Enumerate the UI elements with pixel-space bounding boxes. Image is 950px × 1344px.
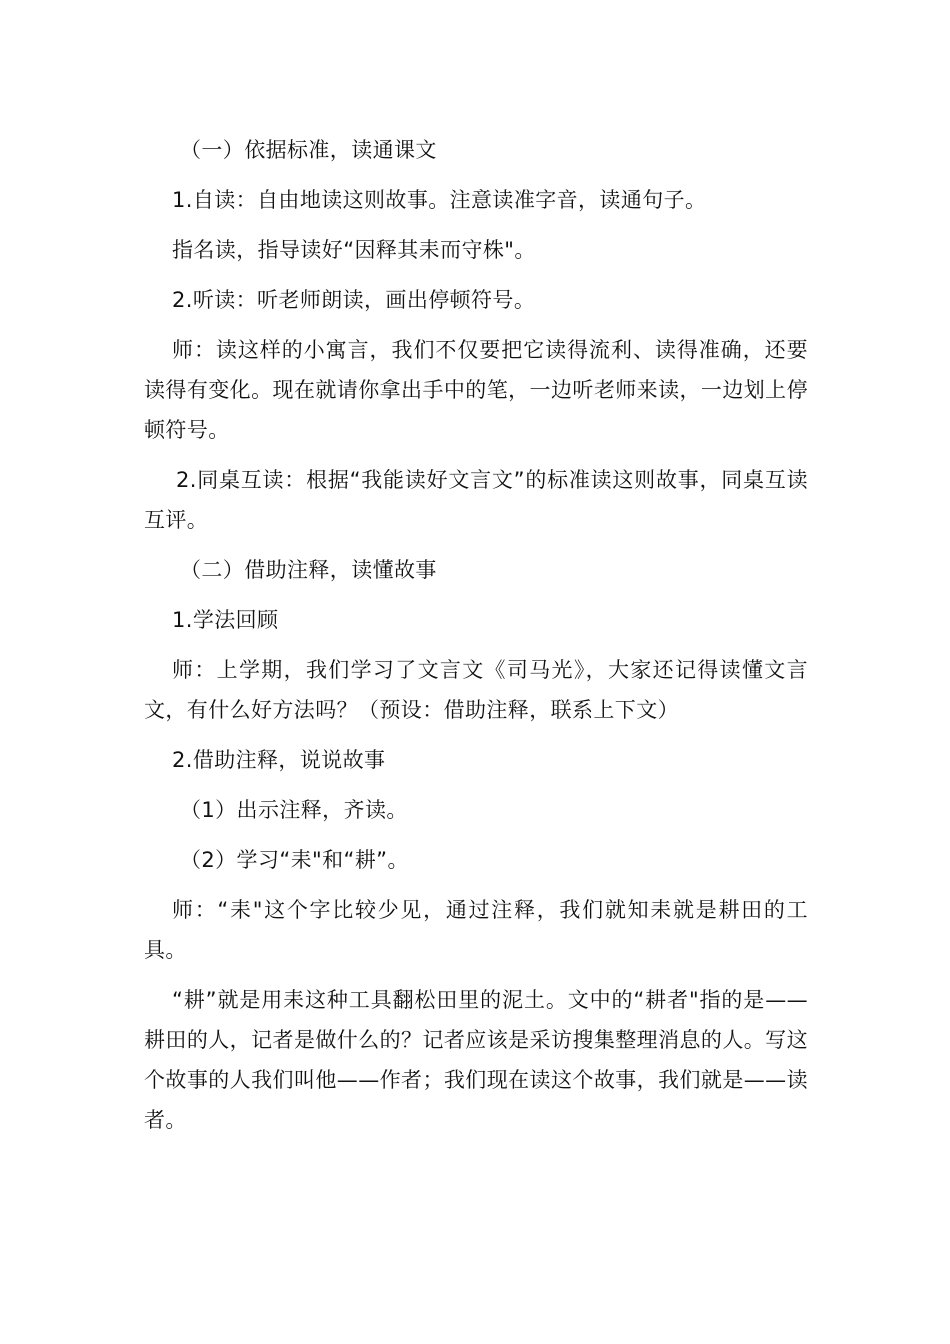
paragraph-annotation-story: 2.借助注释，说说故事 [172, 748, 386, 772]
paragraph-method-review: 1.学法回顾 [172, 608, 279, 632]
paragraph-teacher-1: 师：读这样的小寓言，我们不仅要把它读得流利、读得准确，还要读得有变化。现在就请你拿出手中的笔，一边听老师来读，一边划上停顿符号。 [144, 338, 808, 442]
paragraph-self-reading: 1.自读：自由地读这则故事。注意读准字音，读通句子。 [172, 188, 707, 212]
paragraph-show-annotation: （1）出示注释，齐读。 [180, 798, 408, 822]
section-heading-1: （一）依据标准，读通课文 [180, 138, 437, 162]
section-heading-2: （二）借助注释，读懂故事 [180, 558, 437, 582]
paragraph-learn-words: （2）学习“耒"和“耕”。 [180, 848, 409, 872]
paragraph-teacher-2: 师：上学期，我们学习了文言文《司马光》，大家还记得读懂文言文，有什么好方法吗？（预设：借助注释，联系上下文） [144, 658, 808, 722]
paragraph-peer-reading: 2.同桌互读：根据“我能读好文言文”的标准读这则故事，同桌互读互评。 [144, 468, 808, 532]
paragraph-listening: 2.听读：听老师朗读，画出停顿符号。 [172, 288, 536, 312]
paragraph-geng-explanation: “耕”就是用耒这种工具翻松田里的泥土。文中的“耕者"指的是——耕田的人，记者是做什么的？记者应该是采访搜集整理消息的人。写这个故事的人我们叫他——作者；我们现在读这个故事，我们就是——读者。 [144, 988, 808, 1132]
paragraph-teacher-3: 师：“耒"这个字比较少见，通过注释，我们就知耒就是耕田的工具。 [144, 898, 808, 962]
document-body [144, 130, 808, 1150]
paragraph-named-reading: 指名读，指导读好“因释其耒而守株"。 [172, 238, 536, 262]
